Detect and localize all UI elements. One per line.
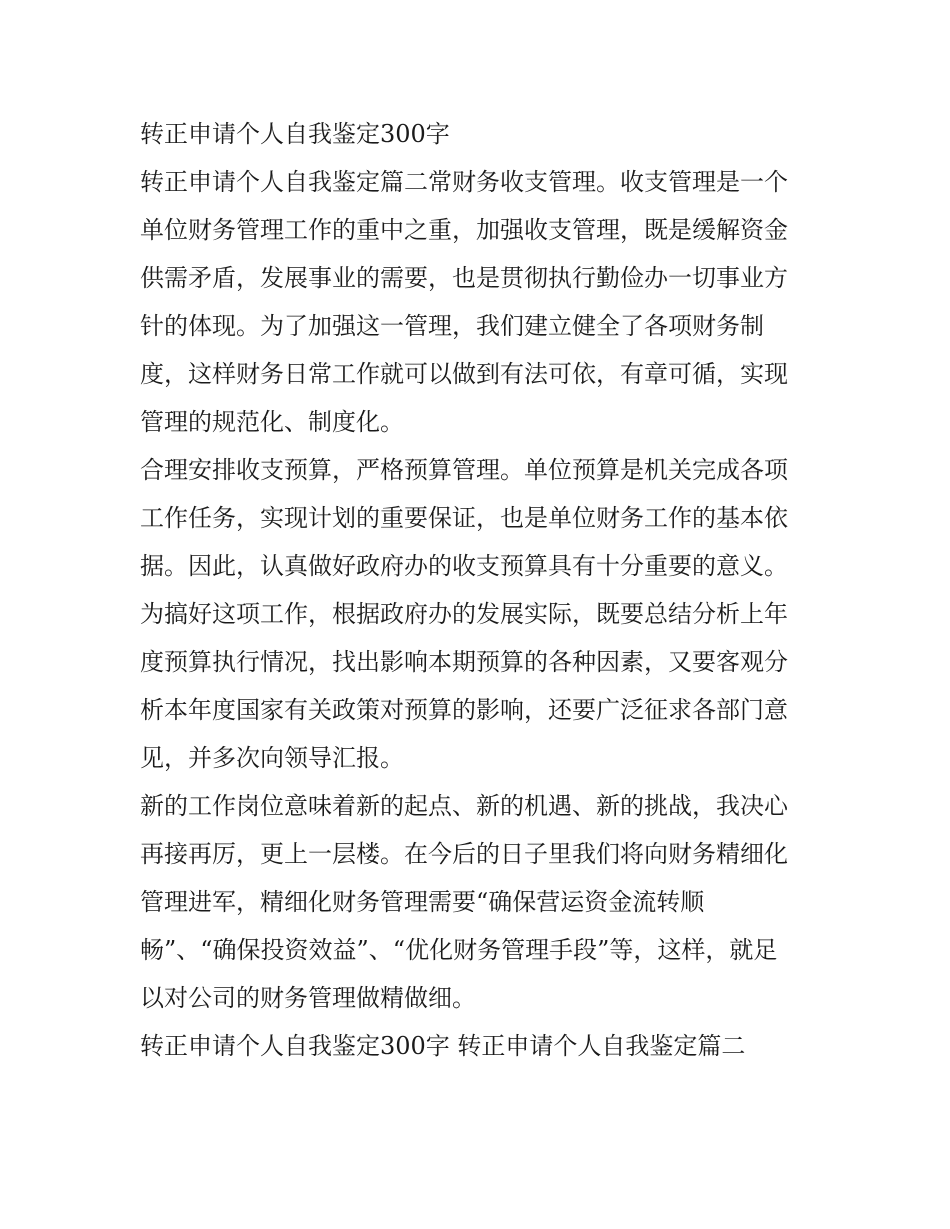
paragraph-2-line-4: 为搞好这项工作，根据政府办的发展实际，既要总结分析上年	[140, 600, 788, 628]
paragraph-2-line-1: 合理安排收支预算，严格预算管理。单位预算是机关完成各项	[140, 456, 788, 484]
paragraph-1-line-1: 转正申请个人自我鉴定篇二常财务收支管理。收支管理是一个	[140, 168, 788, 196]
paragraph-3-line-5: 以对公司的财务管理做精做细。	[140, 984, 476, 1012]
paragraph-2-line-5: 度预算执行情况，找出影响本期预算的各种因素，又要客观分	[140, 648, 788, 676]
paragraph-2-line-2: 工作任务，实现计划的重要保证，也是单位财务工作的基本依	[140, 504, 788, 532]
paragraph-1-line-5: 度，这样财务日常工作就可以做到有法可依，有章可循，实现	[140, 360, 788, 388]
document-title: 转正申请个人自我鉴定300字	[140, 120, 450, 148]
paragraph-3-line-1: 新的工作岗位意味着新的起点、新的机遇、新的挑战，我决心	[140, 792, 788, 820]
closing-line: 转正申请个人自我鉴定300字 转正申请个人自我鉴定篇二	[140, 1032, 746, 1060]
paragraph-3-line-2: 再接再厉，更上一层楼。在今后的日子里我们将向财务精细化	[140, 840, 788, 868]
paragraph-1-line-4: 针的体现。为了加强这一管理，我们建立健全了各项财务制	[140, 312, 764, 340]
document-body	[140, 110, 820, 1070]
paragraph-2-line-7: 见，并多次向领导汇报。	[140, 744, 404, 772]
paragraph-2-line-6: 析本年度国家有关政策对预算的影响，还要广泛征求各部门意	[140, 696, 788, 724]
paragraph-1-line-6: 管理的规范化、制度化。	[140, 408, 404, 436]
paragraph-2-line-3: 据。因此，认真做好政府办的收支预算具有十分重要的意义。	[140, 552, 788, 580]
paragraph-3-line-4: 畅”、“确保投资效益”、“优化财务管理手段”等，这样，就足	[140, 936, 778, 964]
paragraph-1-line-2: 单位财务管理工作的重中之重，加强收支管理，既是缓解资金	[140, 216, 788, 244]
paragraph-1-line-3: 供需矛盾，发展事业的需要，也是贯彻执行勤俭办一切事业方	[140, 264, 788, 292]
paragraph-3-line-3: 管理进军，精细化财务管理需要“确保营运资金流转顺	[140, 888, 705, 916]
